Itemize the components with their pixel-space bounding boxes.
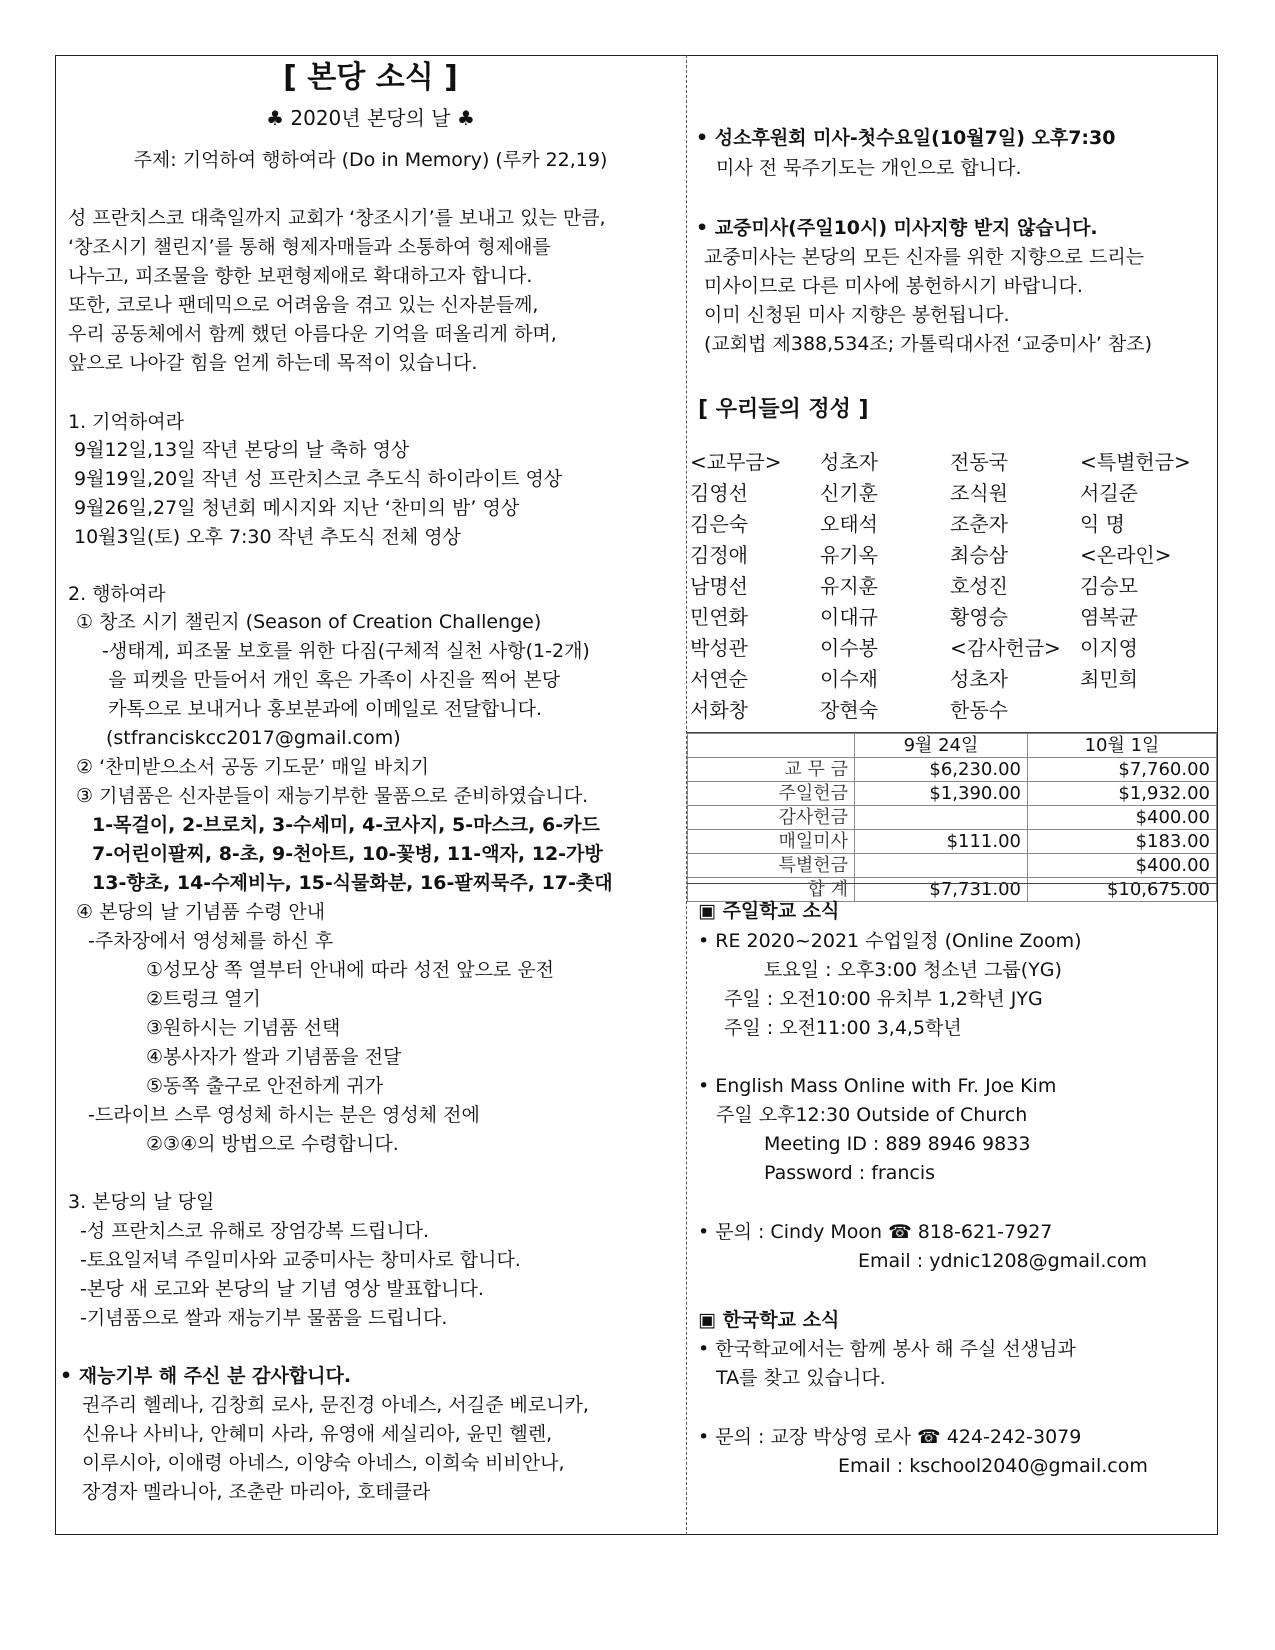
intro-line: 또한, 코로나 팬데믹으로 어려움을 겪고 있는 신자분들께, <box>68 294 539 316</box>
amount-cell: $6,230.00 <box>855 758 1028 782</box>
list-item: -토요일저녁 주일미사와 교중미사는 창미사로 합니다. <box>80 1249 521 1271</box>
amount-cell: $400.00 <box>1028 854 1217 878</box>
grid-cell: 최민희 <box>1080 667 1138 691</box>
notice-2-line: 교중미사는 본당의 모든 신자를 위한 지향으로 드리는 <box>704 246 1145 268</box>
list-item: 을 피켓을 만들어서 개인 혹은 가족이 사진을 찍어 본당 <box>108 669 561 691</box>
list-item: -본당 새 로고와 본당의 날 기념 영상 발표합니다. <box>80 1278 484 1300</box>
list-item: ③원하시는 기념품 선택 <box>146 1017 341 1039</box>
amount-cell: $111.00 <box>855 830 1028 854</box>
grid-cell: 서화창 <box>690 698 748 722</box>
grid-cell: 익 명 <box>1080 512 1125 536</box>
english-line: Password : francis <box>764 1162 936 1184</box>
list-item: -기념품으로 쌀과 재능기부 물품을 드립니다. <box>80 1307 448 1329</box>
contact-line: • 문의 : 교장 박상영 로사 ☎ 424-242-3079 <box>698 1426 1082 1448</box>
grid-cell: 유기옥 <box>820 543 878 567</box>
amount-cell <box>855 806 1028 830</box>
korean-line: • 한국학교에서는 함께 봉사 해 주실 선생님과 <box>698 1338 1076 1360</box>
table-row <box>688 854 1217 878</box>
contact-email: Email : kschool2040@gmail.com <box>838 1455 1148 1477</box>
contact-email: Email : ydnic1208@gmail.com <box>858 1250 1148 1272</box>
grid-cell: 김은숙 <box>690 512 748 536</box>
table-row <box>688 830 1217 854</box>
list-item: -생태계, 피조물 보호를 위한 다짐(구체적 실천 사항(1-2개) <box>102 640 590 662</box>
list-item: -드라이브 스루 영성체 하시는 분은 영성체 전에 <box>88 1104 480 1126</box>
grid-cell: 이수봉 <box>820 636 878 660</box>
section-3-title: 3. 본당의 날 당일 <box>68 1191 215 1213</box>
sunday-school-title: ▣ 주일학교 소식 <box>698 900 840 922</box>
notice-1-text: 미사 전 묵주기도는 개인으로 합니다. <box>716 157 1022 179</box>
amount-cell: $183.00 <box>1028 830 1217 854</box>
grid-cell: <특별헌금> <box>1080 450 1191 474</box>
table-header-row <box>688 734 1217 758</box>
list-item: ②③④의 방법으로 수령합니다. <box>146 1133 399 1155</box>
intro-line: 앞으로 나아갈 힘을 얻게 하는데 목적이 있습니다. <box>68 352 478 374</box>
intro-line: 우리 공동체에서 함께 했던 아름다운 기억을 떠올리게 하며, <box>68 323 557 345</box>
list-item: ③ 기념품은 신자분들이 재능기부한 물품으로 준비하였습니다. <box>76 785 589 807</box>
grid-cell: 성초자 <box>820 450 878 474</box>
table-header-cell: 9월 24일 <box>855 734 1028 758</box>
list-item: 9월19일,20일 작년 성 프란치스코 추도식 하이라이트 영상 <box>74 468 563 490</box>
offering-title: [ 우리들의 정성 ] <box>698 397 869 422</box>
thanks-line: 장경자 멜라니아, 조춘란 마리아, 호테클라 <box>82 1481 431 1503</box>
section-2-title: 2. 행하여라 <box>68 583 166 605</box>
list-item: ② ‘찬미받으소서 공동 기도문’ 매일 바치기 <box>76 756 429 778</box>
amount-cell: $400.00 <box>1028 806 1217 830</box>
grid-cell: 민연화 <box>690 605 748 629</box>
amount-cell: $7,731.00 <box>855 878 1028 902</box>
grid-cell: <온라인> <box>1080 543 1172 567</box>
finance-table <box>687 733 1217 902</box>
list-item: -주차장에서 영성체를 하신 후 <box>88 930 334 952</box>
grid-cell: 유지훈 <box>820 574 878 598</box>
list-item: ① 창조 시기 챌린지 (Season of Creation Challenge) <box>76 611 542 633</box>
grid-cell: 이대규 <box>820 605 878 629</box>
grid-cell: 김정애 <box>690 543 748 567</box>
grid-cell: 박성관 <box>690 636 748 660</box>
grid-cell: 이지영 <box>1080 636 1138 660</box>
table-header-cell <box>688 734 855 758</box>
event-title: ♣ 2020년 본당의 날 ♣ <box>266 106 475 130</box>
list-item: (stfranciskcc2017@gmail.com) <box>106 727 401 749</box>
notice-2-title: • 교중미사(주일10시) 미사지향 받지 않습니다. <box>696 217 1098 239</box>
grid-cell: 김승모 <box>1080 574 1138 598</box>
row-label: 감사헌금 <box>688 806 855 830</box>
sunday-line: • RE 2020~2021 수업일정 (Online Zoom) <box>698 930 1082 952</box>
amount-cell: $1,932.00 <box>1028 782 1217 806</box>
table-rule <box>687 883 1217 884</box>
grid-cell: 염복균 <box>1080 605 1138 629</box>
amount-cell: $1,390.00 <box>855 782 1028 806</box>
list-item: ④봉사자가 쌀과 기념품을 전달 <box>146 1046 402 1068</box>
grid-cell: 서길준 <box>1080 481 1138 505</box>
thanks-line: 이루시아, 이애령 아네스, 이양숙 아네스, 이희숙 비비안나, <box>82 1452 565 1474</box>
gift-list: 1-목걸이, 2-브로치, 3-수세미, 4-코사지, 5-마스크, 6-카드 <box>92 814 600 836</box>
list-item: ⑤동쪽 출구로 안전하게 귀가 <box>146 1075 384 1097</box>
row-label: 특별헌금 <box>688 854 855 878</box>
row-label: 매일미사 <box>688 830 855 854</box>
grid-cell: 남명선 <box>690 574 748 598</box>
notice-2-line: 미사이므로 다른 미사에 봉헌하시기 바랍니다. <box>704 275 1083 297</box>
thanks-line: 신유나 사비나, 안혜미 사라, 유영애 세실리아, 윤민 헬렌, <box>82 1423 553 1445</box>
grid-cell: 오태석 <box>820 512 878 536</box>
korean-line: TA를 찾고 있습니다. <box>716 1367 886 1389</box>
list-item: ①성모상 쪽 열부터 안내에 따라 성전 앞으로 운전 <box>146 959 555 981</box>
grid-cell: 이수재 <box>820 667 878 691</box>
grid-cell: 조식원 <box>950 481 1008 505</box>
list-item: ②트렁크 열기 <box>146 988 261 1010</box>
row-label: 교 무 금 <box>688 758 855 782</box>
notice-2-line: (교회법 제388,534조; 가톨릭대사전 ‘교중미사’ 참조) <box>704 333 1153 355</box>
amount-cell: $7,760.00 <box>1028 758 1217 782</box>
english-line: Meeting ID : 889 8946 9833 <box>764 1133 1031 1155</box>
table-header-cell: 10월 1일 <box>1028 734 1217 758</box>
list-item: 카톡으로 보내거나 홍보분과에 이메일로 전달합니다. <box>108 698 542 720</box>
grid-cell: 서연순 <box>690 667 748 691</box>
intro-line: 나누고, 피조물을 향한 보편형제애로 확대하고자 합니다. <box>68 265 533 287</box>
list-item: -성 프란치스코 유해로 장엄강복 드립니다. <box>80 1220 430 1242</box>
list-item: 9월12일,13일 작년 본당의 날 축하 영상 <box>74 439 410 461</box>
thanks-line: 권주리 헬레나, 김창희 로사, 문진경 아네스, 서길준 베로니카, <box>82 1394 589 1416</box>
row-label: 합 계 <box>688 878 855 902</box>
grid-cell: 김영선 <box>690 481 748 505</box>
grid-cell: 최승삼 <box>950 543 1008 567</box>
list-item: 10월3일(토) 오후 7:30 작년 추도식 전체 영상 <box>74 526 461 548</box>
english-line: 주일 오후12:30 Outside of Church <box>716 1104 1028 1126</box>
sunday-line: 토요일 : 오후3:00 청소년 그룹(YG) <box>764 959 1062 981</box>
sunday-line: 주일 : 오전11:00 3,4,5학년 <box>724 1017 962 1039</box>
grid-cell: <교무금> <box>690 450 782 474</box>
section-1-title: 1. 기억하여라 <box>68 411 184 433</box>
grid-cell: 전동국 <box>950 450 1008 474</box>
gift-list: 13-향초, 14-수제비누, 15-식물화분, 16-팔찌묵주, 17-촛대 <box>92 872 613 894</box>
section-title: [ 본당 소식 ] <box>283 60 458 95</box>
table-row <box>688 758 1217 782</box>
amount-cell <box>855 854 1028 878</box>
grid-cell: 성초자 <box>950 667 1008 691</box>
amount-cell: $10,675.00 <box>1028 878 1217 902</box>
table-row <box>688 782 1217 806</box>
grid-cell: 한동수 <box>950 698 1008 722</box>
notice-2-line: 이미 신청된 미사 지향은 봉헌됩니다. <box>704 304 1010 326</box>
grid-cell: 호성진 <box>950 574 1008 598</box>
notice-1-title: • 성소후원회 미사-첫수요일(10월7일) 오후7:30 <box>696 127 1116 149</box>
intro-line: 성 프란치스코 대축일까지 교회가 ‘창조시기’를 보내고 있는 만큼, <box>68 207 606 229</box>
thanks-title: • 재능기부 해 주신 분 감사합니다. <box>60 1365 352 1387</box>
english-line: • English Mass Online with Fr. Joe Kim <box>698 1075 1057 1097</box>
korean-school-title: ▣ 한국학교 소식 <box>698 1309 840 1331</box>
intro-line: ‘창조시기 챌린지’를 통해 형제자매들과 소통하여 형제애를 <box>68 236 551 258</box>
sunday-line: 주일 : 오전10:00 유치부 1,2학년 JYG <box>724 988 1043 1010</box>
row-label: 주일헌금 <box>688 782 855 806</box>
list-item: ④ 본당의 날 기념품 수령 안내 <box>76 901 326 923</box>
gift-list: 7-어린이팔찌, 8-초, 9-천아트, 10-꽃병, 11-액자, 12-가방 <box>92 843 603 865</box>
grid-cell: 조춘자 <box>950 512 1008 536</box>
grid-cell: 장현숙 <box>820 698 878 722</box>
contact-line: • 문의 : Cindy Moon ☎ 818-621-7927 <box>698 1221 1053 1243</box>
list-item: 9월26일,27일 청년회 메시지와 지난 ‘찬미의 밤’ 영상 <box>74 497 520 519</box>
theme: 주제: 기억하여 행하여라 (Do in Memory) (루카 22,19) <box>133 149 608 171</box>
grid-cell: 황영승 <box>950 605 1008 629</box>
grid-cell: <감사헌금> <box>950 636 1061 660</box>
grid-cell: 신기훈 <box>820 481 878 505</box>
table-row <box>688 806 1217 830</box>
